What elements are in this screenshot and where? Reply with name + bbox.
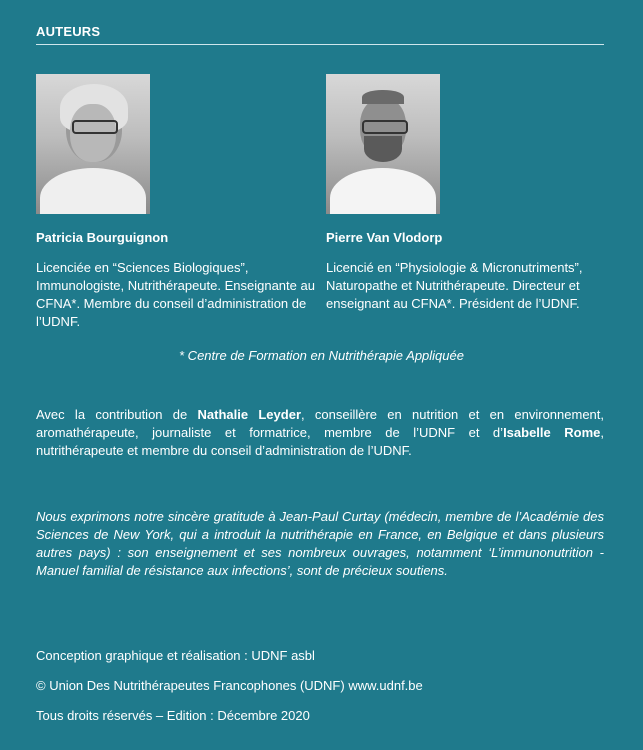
author-photo-pierre (326, 74, 440, 214)
contributor-name: Isabelle Rome (503, 425, 601, 440)
author-bio: Licencié en “Physiologie & Micronutriments”, Naturopathe et Nutrithérapeute. Directeur et enseignant au CFNA*. Président de l’UDNF. (326, 260, 583, 311)
author-name: Pierre Van Vlodorp (326, 230, 443, 245)
author-bio: Licenciée en “Sciences Biologiques”, Immunologiste, Nutrithérapeute. Enseignante au CFNA*. Membre du conseil d’administration de l’UDNF. (36, 260, 315, 329)
gratitude-paragraph: Nous exprimons notre sincère gratitude à Jean-Paul Curtay (médecin, membre de l’Académie des Sciences de New York, qui a introduit la nutrithérapie en France, en Belgique et dans plusieurs autres pays) : son enseignement et ses nombreux ouvrages, notamment ‘L’immunonutrition - Manuel familial de résistance aux infections’, sont de précieux soutiens. (36, 509, 604, 578)
author-name: Patricia Bourguignon (36, 230, 169, 245)
contribution-paragraph: Avec la contribution de Nathalie Leyder, conseillère en nutrition et en environnement, aromathérapeute, journaliste et formatrice, membre de l’UDNF et d’Isabelle Rome, nutrithérapeute et membre du conseil d’administration de l’UDNF. (36, 407, 604, 458)
section-title: AUTEURS (36, 24, 101, 39)
title-divider (36, 44, 604, 45)
author-photo-patricia (36, 74, 150, 214)
contributor-name: Nathalie Leyder (197, 407, 302, 422)
credit-line: Conception graphique et réalisation : UDNF asbl (36, 648, 315, 663)
credit-line: Tous droits réservés – Edition : Décembre 2020 (36, 708, 310, 723)
footnote: * Centre de Formation en Nutrithérapie Appliquée (179, 348, 464, 363)
author-card-patricia (36, 74, 316, 331)
author-card-pierre (326, 74, 606, 313)
credit-line: © Union Des Nutrithérapeutes Francophones (UDNF) www.udnf.be (36, 678, 423, 693)
